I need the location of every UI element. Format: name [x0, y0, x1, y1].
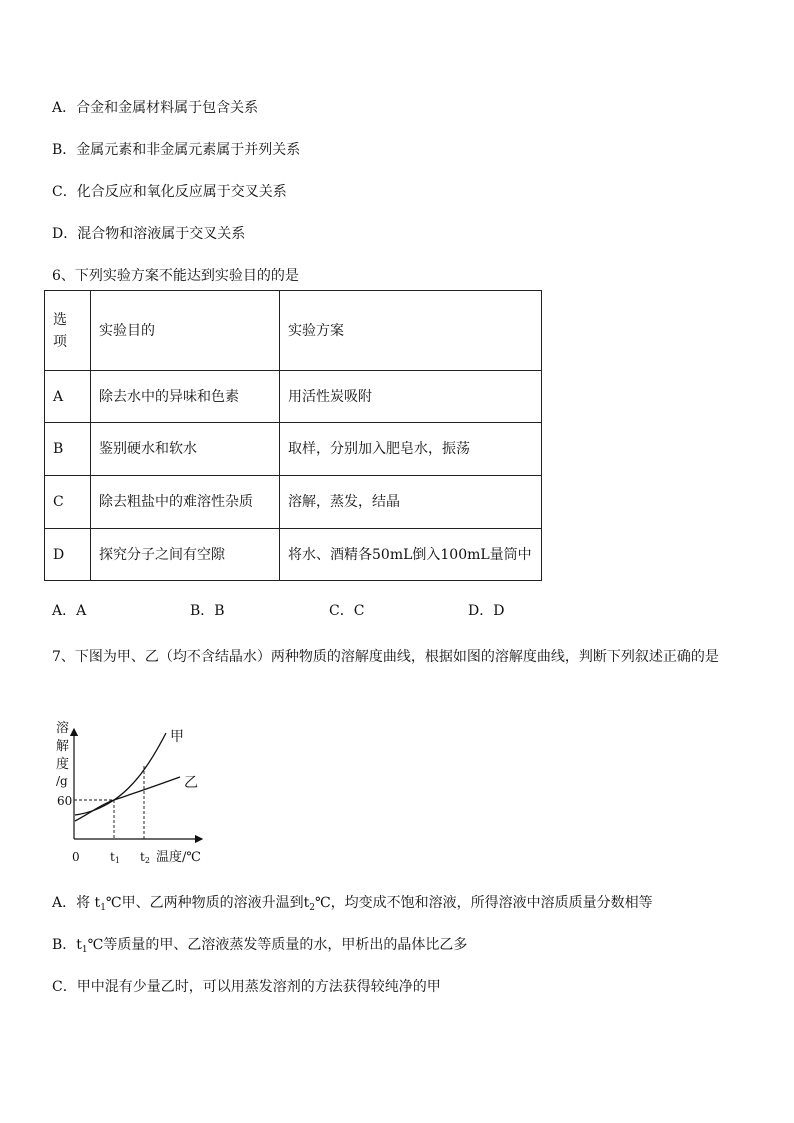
t1-label: t1	[110, 850, 120, 865]
q7-option-a: A．将 $t_1℃$甲、乙两种物质的溶液升温到$t_2℃$，均变成不饱和溶液，所得溶液中溶质质量分数相等	[52, 895, 653, 913]
row-option: D	[45, 529, 91, 581]
table-row	[45, 476, 542, 529]
row-purpose: 探究分子之间有空隙	[91, 529, 280, 581]
row-plan: 将水、酒精各50mL倒入100mL量筒中	[280, 529, 542, 581]
q5-option-a: A．合金和金属材料属于包含关系	[52, 100, 259, 116]
origin-label: 0	[72, 850, 80, 864]
row-purpose: 除去粗盐中的难溶性杂质	[91, 476, 280, 529]
row-option: A	[45, 371, 91, 423]
q6-choice-c: C．C	[329, 603, 365, 619]
q6-choice-a: A．A	[52, 603, 87, 619]
x-label: 温度/℃	[156, 850, 201, 865]
y-label-3: 度	[56, 757, 70, 772]
y-label-2: 解	[56, 739, 70, 754]
y-tick-60: 60	[57, 794, 73, 808]
q6-table	[44, 290, 542, 581]
row-purpose: 除去水中的异味和色素	[91, 371, 280, 423]
header-purpose: 实验目的	[91, 291, 280, 371]
row-plan: 取样，分别加入肥皂水，振荡	[280, 423, 542, 476]
row-plan: 溶解，蒸发，结晶	[280, 476, 542, 529]
table-row	[45, 529, 542, 581]
solubility-graph	[40, 713, 220, 868]
row-option: C	[45, 476, 91, 529]
table-header-row	[45, 291, 542, 371]
q7-option-b: B．$t_1℃$等质量的甲、乙溶液蒸发等质量的水，甲析出的晶体比乙多	[52, 937, 468, 955]
t2-label: t2	[140, 850, 150, 865]
table-row	[45, 371, 542, 423]
y-label-4: /g	[56, 774, 68, 788]
q5-option-c: C．化合反应和氧化反应属于交叉关系	[52, 184, 287, 200]
curve-jia	[75, 733, 166, 815]
q5-option-b: B．金属元素和非金属元素属于并列关系	[52, 142, 301, 158]
y-label-1: 溶	[56, 721, 70, 736]
row-plan: 用活性炭吸附	[280, 371, 542, 423]
q7-option-c: C．甲中混有少量乙时，可以用蒸发溶剂的方法获得较纯净的甲	[52, 979, 441, 995]
curve-yi-label: 乙	[184, 775, 198, 791]
q5-option-d: D．混合物和溶液属于交叉关系	[52, 226, 246, 242]
header-option: 选 项	[45, 291, 91, 371]
q7-stem: 7、下图为甲、乙（均不含结晶水）两种物质的溶解度曲线，根据如图的溶解度曲线，判断下列叙述正确的是	[52, 649, 719, 665]
q6-choice-b: B．B	[190, 603, 225, 619]
table-row	[45, 423, 542, 476]
q6-stem: 6、下列实验方案不能达到实验目的的是	[52, 268, 299, 284]
header-plan: 实验方案	[280, 291, 542, 371]
row-option: B	[45, 423, 91, 476]
curve-jia-label: 甲	[170, 729, 184, 745]
row-purpose: 鉴别硬水和软水	[91, 423, 280, 476]
curve-yi	[75, 777, 180, 821]
q6-choice-d: D．D	[468, 603, 505, 619]
